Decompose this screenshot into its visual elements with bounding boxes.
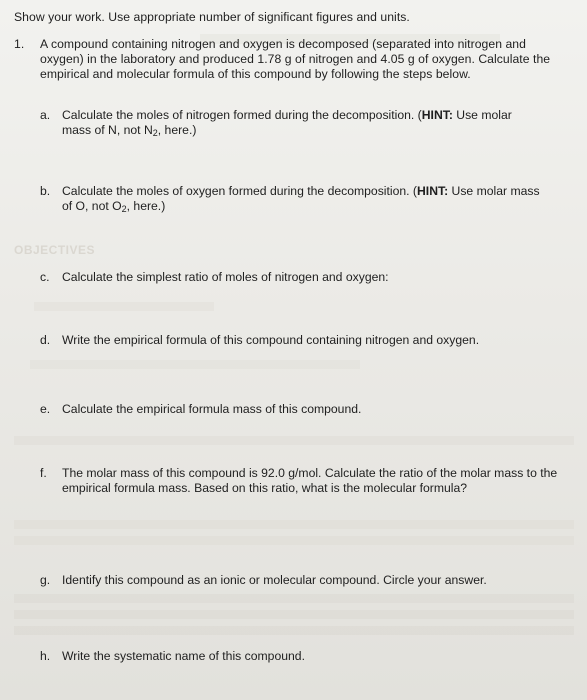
part-a-hint-label: HINT: [421, 108, 453, 122]
part-a-hint-text: Use molar mass of N, not N [62, 108, 512, 137]
bleed-through-mark [30, 360, 360, 369]
part-b-hint-label: HINT: [417, 184, 449, 198]
part-h-text: Write the systematic name of this compound. [62, 649, 305, 663]
part-a-text: Calculate the moles of nitrogen formed during the decomposition. (HINT: Use molar mass of N, not $N_2$, here.) [62, 108, 512, 138]
question-text: A compound containing nitrogen and oxygen is decomposed (separated into nitrogen and oxygen) in the laboratory and produced 1.78 g of nitrogen and 4.05 g of oxygen. Calculate the empirical and molecular formula of this compound by following the steps below. [40, 37, 551, 81]
part-a-hint-end: , here.) [157, 123, 197, 137]
part-a-question: Calculate the moles of nitrogen formed during the decomposition. [62, 108, 415, 122]
part-b-hint-end: , here.) [126, 199, 166, 213]
part-b-hint-text: Use molar mass of O, not O [62, 184, 540, 213]
bleed-through-mark [14, 594, 574, 603]
bleed-through-mark [34, 302, 214, 311]
bleed-through-mark [14, 520, 574, 529]
part-a-letter: a. [40, 108, 51, 122]
part-b-letter: b. [40, 184, 51, 198]
part-e-text: Calculate the empirical formula mass of this compound. [62, 402, 362, 416]
part-g-letter: g. [40, 573, 51, 587]
part-c-letter: c. [40, 270, 50, 284]
part-f-text: The molar mass of this compound is 92.0 g/mol. Calculate the ratio of the molar mass to the empirical formula mass. Based on this ratio, what is the molecular formula? [62, 466, 558, 495]
bleed-through-mark [14, 536, 574, 545]
instructions: Show your work. Use appropriate number of significant figures and units. [14, 10, 410, 24]
part-b-text: Calculate the moles of oxygen formed during the decomposition. (HINT: Use molar mass of O, not $O_2$, here.) [62, 184, 540, 214]
bleed-through-mark [14, 626, 574, 635]
part-c-text: Calculate the simplest ratio of moles of nitrogen and oxygen: [62, 270, 389, 284]
part-f-letter: f. [40, 466, 47, 480]
part-b-question: Calculate the moles of oxygen formed during the decomposition. [62, 184, 410, 198]
bleed-through-mark [14, 436, 574, 445]
part-e-letter: e. [40, 402, 51, 416]
question-number: 1. [14, 37, 25, 51]
bleed-through-heading: OBJECTIVES [14, 243, 96, 257]
part-a-hint-subscript: 2 [152, 128, 158, 138]
part-g-text: Identify this compound as an ionic or molecular compound. Circle your answer. [62, 573, 487, 587]
part-h-letter: h. [40, 649, 51, 663]
part-b-hint-subscript: 2 [121, 204, 127, 214]
part-d-text: Write the empirical formula of this compound containing nitrogen and oxygen. [62, 333, 480, 347]
bleed-through-mark [14, 610, 574, 619]
part-d-letter: d. [40, 333, 51, 347]
